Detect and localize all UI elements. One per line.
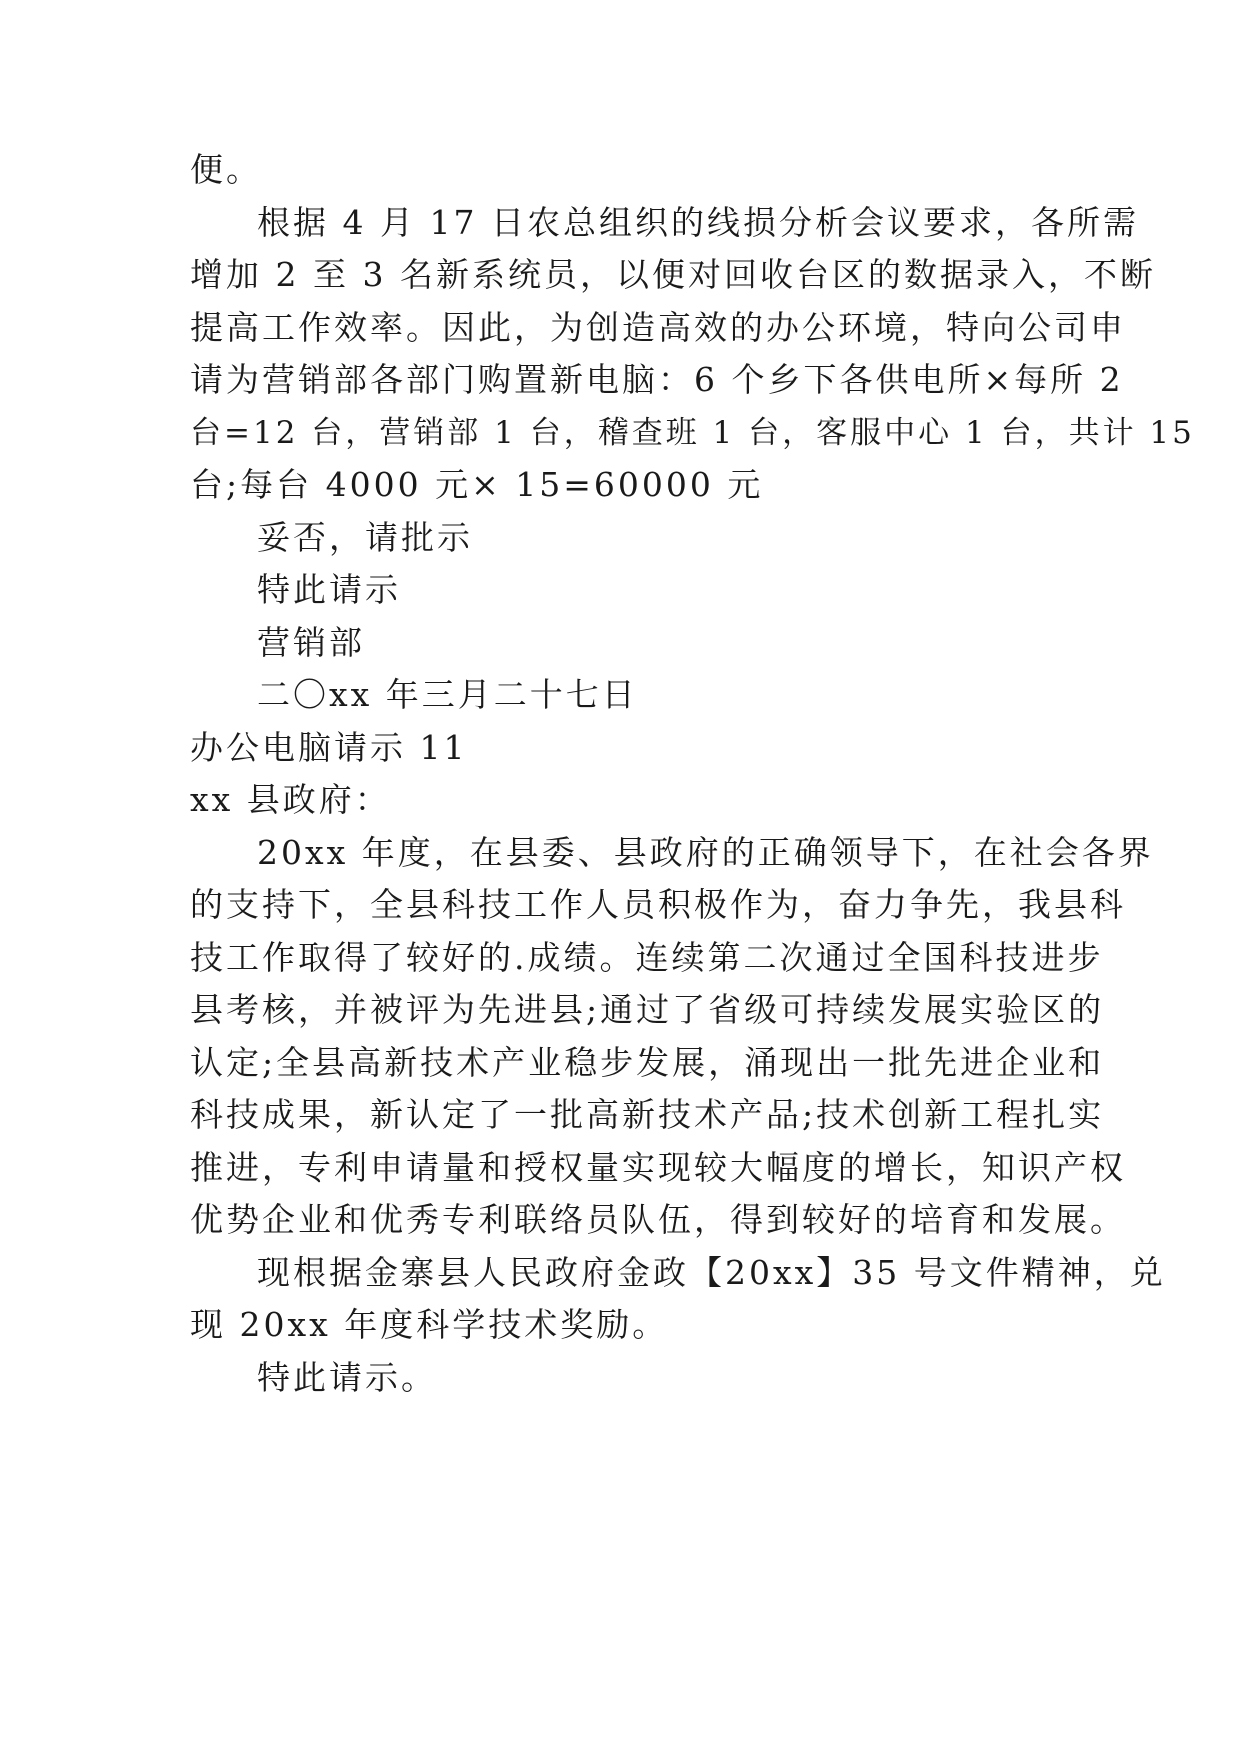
text-line: 科技成果，新认定了一批高新技术产品;技术创新工程扎实 [190,1095,1105,1134]
text-line: 台;每台 4000 元× 15=60000 元 [190,465,764,504]
text-line: 20xx 年度，在县委、县政府的正确领导下，在社会各界 [257,833,1154,872]
text-line: 营销部 [257,623,365,662]
text-line: 根据 4 月 17 日农总组织的线损分析会议要求，各所需 [257,203,1139,242]
text-line: 特此请示 [257,570,401,609]
text-line: 认定;全县高新技术产业稳步发展，涌现出一批先进企业和 [190,1043,1105,1082]
text-line: 的支持下，全县科技工作人员积极作为，奋力争先，我县科 [190,885,1126,924]
text-line: 妥否，请批示 [257,518,473,557]
text-line: 现 20xx 年度科学技术奖励。 [190,1305,669,1344]
salutation: xx 县政府： [190,780,391,819]
text-line: 技工作取得了较好的.成绩。连续第二次通过全国科技进步 [190,938,1104,977]
text-line: 请为营销部各部门购置新电脑：6 个乡下各供电所×每所 2 [190,360,1124,399]
text-line: 优势企业和优秀专利联络员队伍，得到较好的培育和发展。 [190,1200,1126,1239]
text-line: 县考核，并被评为先进县;通过了省级可持续发展实验区的 [190,990,1105,1029]
text-line: 增加 2 至 3 名新系统员，以便对回收台区的数据录入，不断 [190,255,1156,294]
section-title: 办公电脑请示 11 [190,728,468,767]
text-line: 便。 [190,150,262,189]
text-line: 提高工作效率。因此，为创造高效的办公环境，特向公司申 [190,308,1126,347]
text-line: 推进，专利申请量和授权量实现较大幅度的增长，知识产权 [190,1148,1126,1187]
text-line: 台=12 台，营销部 1 台，稽查班 1 台，客服中心 1 台，共计 15 [190,415,1195,451]
text-line: 特此请示。 [257,1358,437,1397]
text-line: 现根据金寨县人民政府金政【20xx】35 号文件精神，兑 [257,1253,1166,1292]
text-line: 二〇xx 年三月二十七日 [257,675,638,714]
